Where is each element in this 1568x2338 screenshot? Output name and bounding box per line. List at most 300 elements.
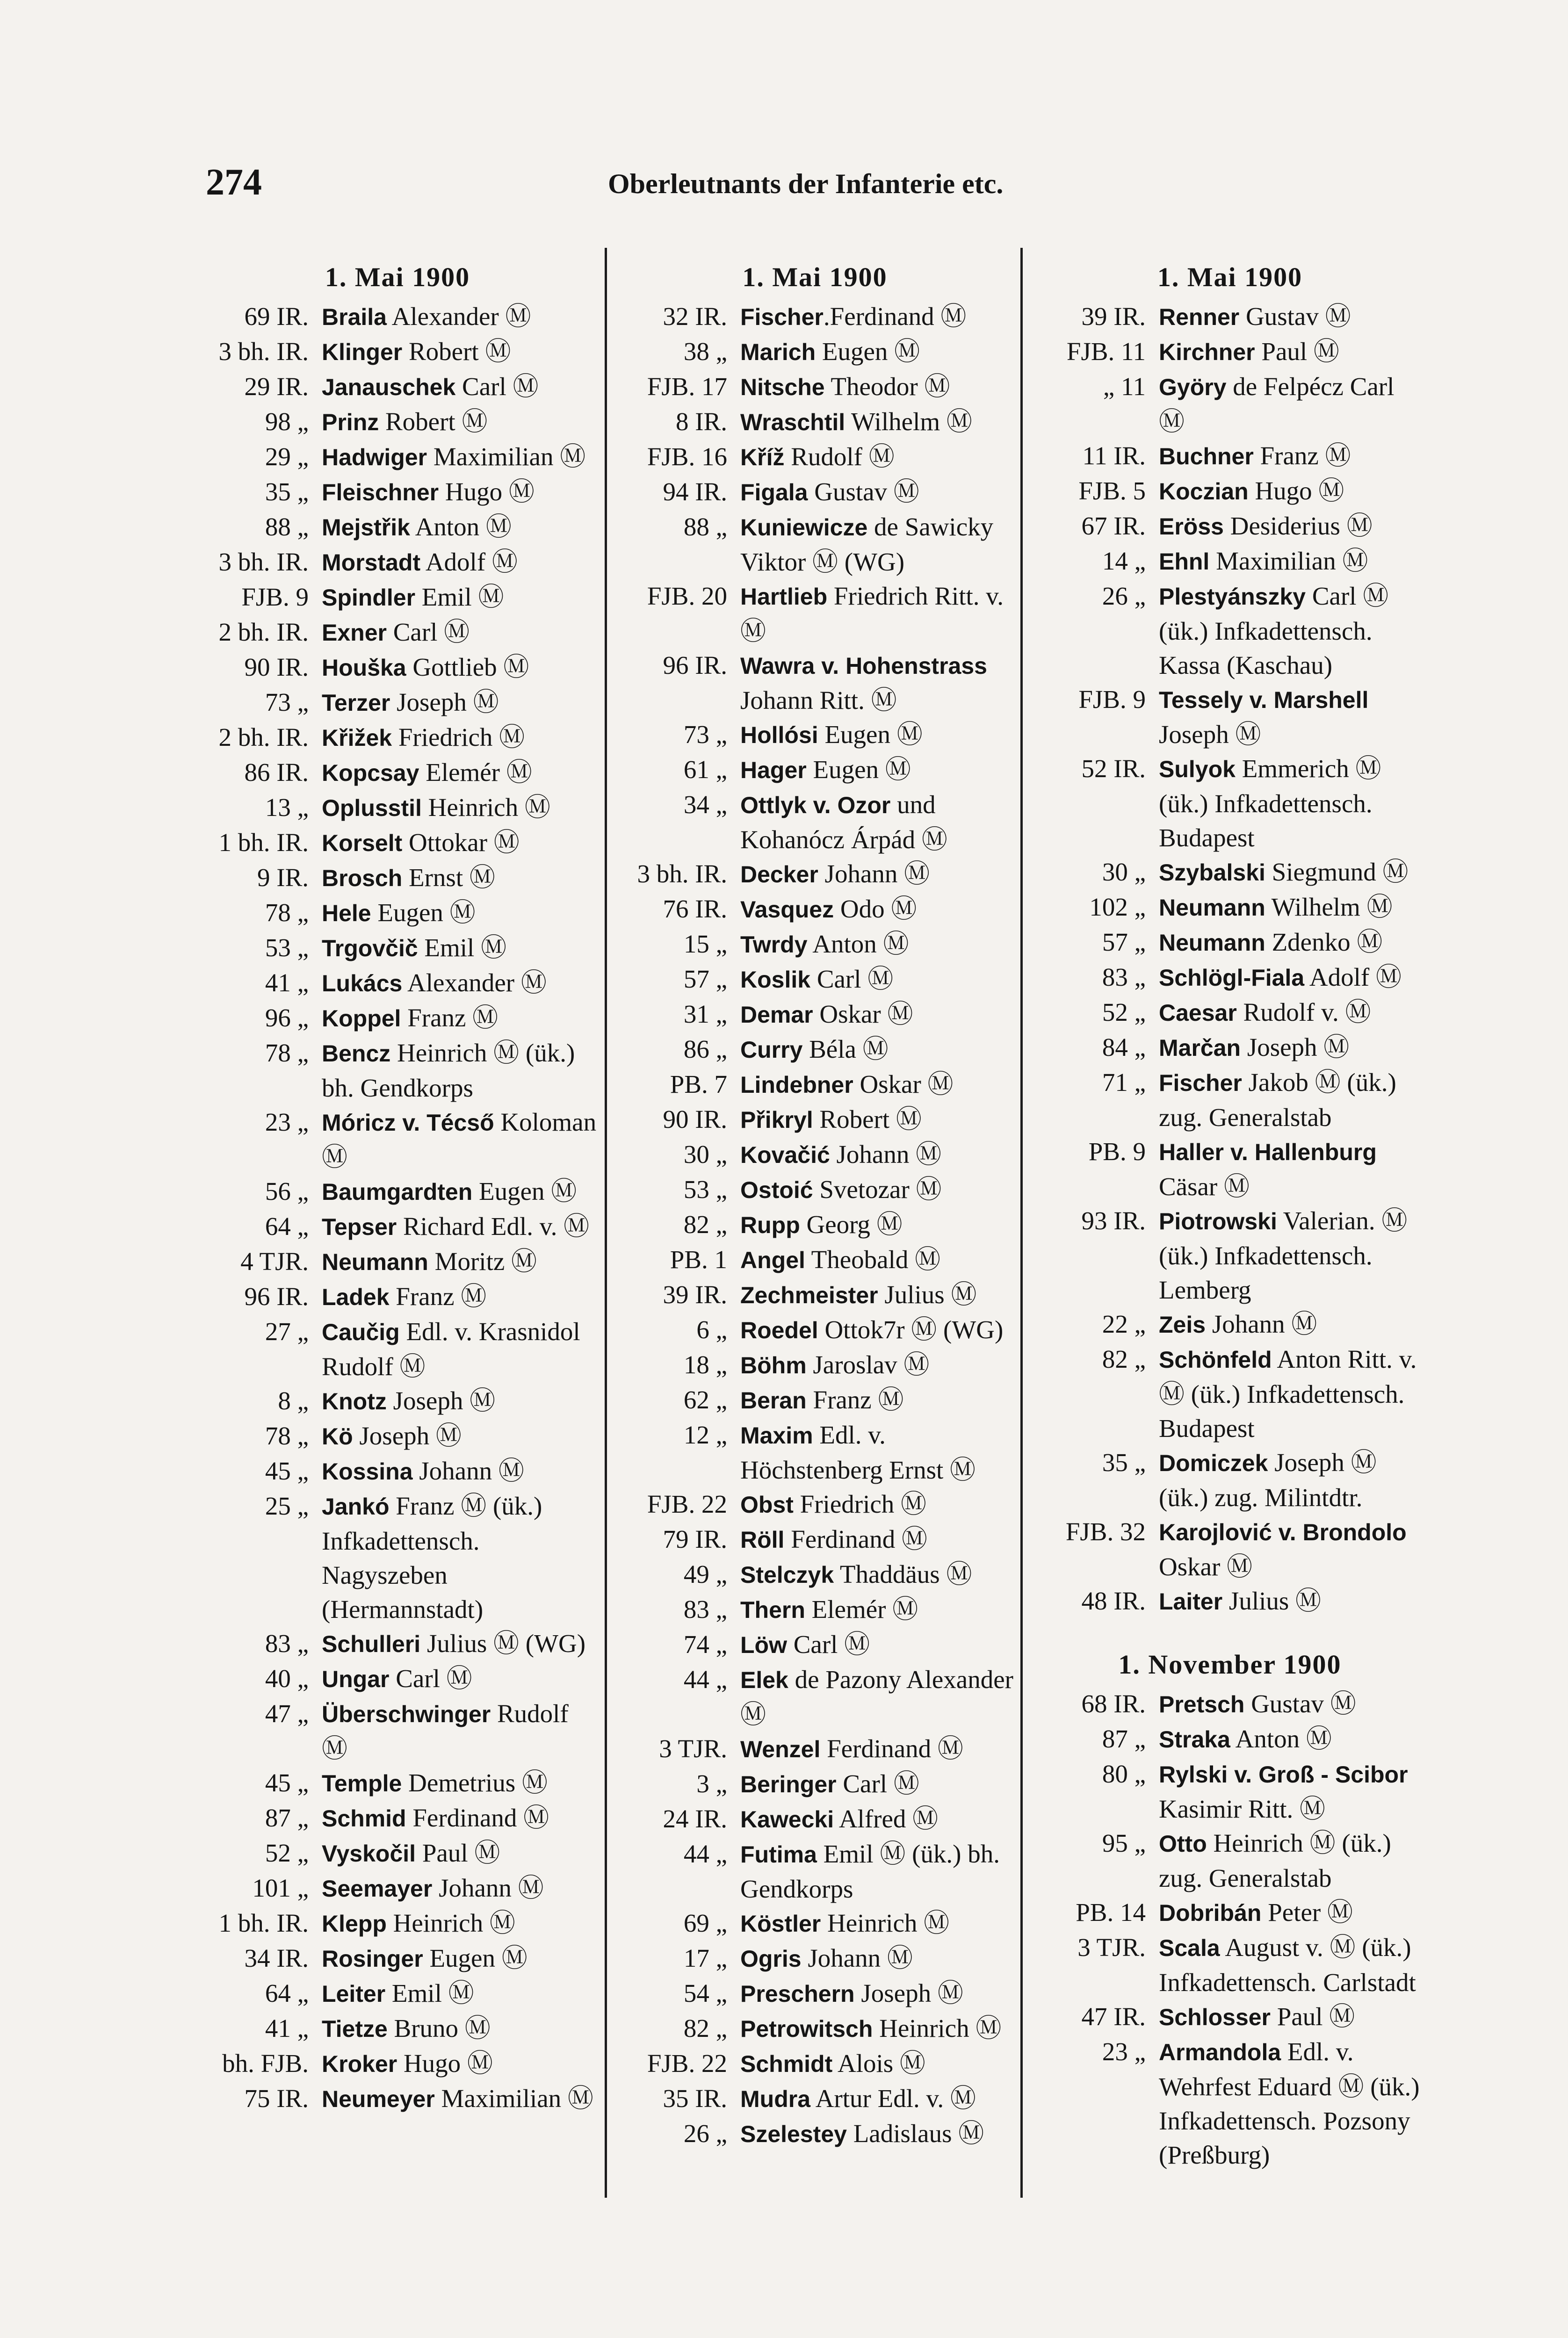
officer-details: Anton Ritt. v. Ⓜ (ük.) Infkadettensch. Budapest xyxy=(1159,1345,1417,1443)
unit-designation: FJB. 11 xyxy=(1066,337,1146,366)
unit-designation: 44 „ xyxy=(683,1665,727,1694)
officer-surname: Knotz xyxy=(322,1388,387,1414)
officer-surname: Rupp xyxy=(740,1212,800,1238)
officer-entry xyxy=(196,1976,599,2011)
unit-designation: 71 „ xyxy=(1102,1068,1146,1097)
officer-surname: Angel xyxy=(740,1247,805,1273)
unit-designation: 31 „ xyxy=(683,1000,727,1028)
officer-details: Franz Ⓜ xyxy=(389,1282,487,1311)
officer-surname: Tessely v. Marshell xyxy=(1159,687,1369,713)
unit-designation: 30 „ xyxy=(1102,858,1146,886)
officer-text xyxy=(740,1383,1015,1418)
officer-surname: Roedel xyxy=(740,1317,818,1343)
unit-designation: FJB. 22 xyxy=(647,1490,727,1518)
officer-text xyxy=(1159,1065,1426,1134)
page-header xyxy=(206,161,1239,213)
officer-details: Joseph Ⓜ xyxy=(1159,720,1261,749)
officer-surname: Buchner xyxy=(1159,443,1254,469)
unit-designation: 34 IR. xyxy=(244,1944,309,1972)
officer-entry xyxy=(615,1348,1015,1383)
officer-text xyxy=(740,892,1015,927)
unit-designation: 74 „ xyxy=(683,1630,727,1659)
officer-surname: Röll xyxy=(740,1527,785,1553)
unit-designation: 47 IR. xyxy=(1081,2002,1146,2031)
officer-entry xyxy=(615,1313,1015,1348)
officer-surname: Elek xyxy=(740,1667,788,1693)
unit-designation: 57 „ xyxy=(1102,928,1146,956)
unit-designation: 44 „ xyxy=(683,1840,727,1868)
unit-designation: 68 IR. xyxy=(1081,1689,1146,1718)
unit-designation: 83 „ xyxy=(1102,963,1146,991)
officer-entry xyxy=(196,1696,599,1766)
officer-details: Theodor Ⓜ xyxy=(824,372,950,401)
officer-surname: Jankó xyxy=(322,1494,390,1520)
unit-designation: 96 IR. xyxy=(663,651,727,679)
officer-entry xyxy=(615,510,1015,579)
officer-surname: Neumann xyxy=(1159,895,1265,921)
officer-entry xyxy=(1033,1445,1426,1515)
running-title: Oberleutnants der Infanterie etc. xyxy=(608,168,1004,199)
unit-designation: 69 IR. xyxy=(244,302,309,331)
officer-surname: Köstler xyxy=(740,1911,821,1937)
officer-entry xyxy=(615,1207,1015,1242)
unit-designation: 14 „ xyxy=(1102,547,1146,575)
officer-entry xyxy=(196,2081,599,2116)
unit-designation: 4 TJR. xyxy=(240,1247,309,1276)
officer-text xyxy=(740,1906,1015,1941)
officer-text xyxy=(322,1209,599,1244)
officer-entry xyxy=(196,1454,599,1489)
officer-entry xyxy=(615,1102,1015,1137)
officer-details: Edl. v. Krasnidol Rudolf Ⓜ xyxy=(322,1317,580,1381)
officer-entry xyxy=(196,966,599,1001)
officer-details: Carl Ⓜ xyxy=(787,1630,870,1659)
officer-entry xyxy=(196,1871,599,1906)
officer-entry xyxy=(615,1976,1015,2011)
officer-text xyxy=(1159,1930,1426,1999)
officer-details: Bruno Ⓜ xyxy=(387,2014,491,2042)
officer-details: Valerian. Ⓜ (ük.) Infkadettensch. Lemberg xyxy=(1159,1206,1408,1304)
officer-text xyxy=(322,966,599,1001)
officer-text xyxy=(322,1766,599,1801)
column-1 xyxy=(196,255,599,2116)
officer-entry xyxy=(196,1906,599,1941)
officer-text xyxy=(322,755,599,790)
officer-surname: Curry xyxy=(740,1037,803,1063)
officer-entry xyxy=(615,440,1015,475)
officer-text xyxy=(740,1172,1015,1207)
officer-entry xyxy=(615,1172,1015,1207)
officer-details: Eugen Ⓜ xyxy=(371,898,476,927)
officer-entry xyxy=(1033,1307,1426,1342)
officer-details: Ernst Ⓜ xyxy=(402,863,495,892)
officer-surname: Szybalski xyxy=(1159,859,1265,886)
officer-surname: Móricz v. Técső xyxy=(322,1110,494,1136)
officer-surname: Laiter xyxy=(1159,1588,1223,1615)
officer-details: Julius Ⓜ (WG) xyxy=(420,1629,586,1658)
officer-details: Paul Ⓜ xyxy=(1271,2002,1355,2031)
date-heading: 1. Mai 1900 xyxy=(325,262,470,292)
unit-designation: PB. 1 xyxy=(670,1245,727,1274)
unit-designation: 30 „ xyxy=(683,1140,727,1169)
officer-entry xyxy=(196,580,599,615)
unit-designation: FJB. 32 xyxy=(1065,1517,1146,1546)
officer-text xyxy=(740,1941,1015,1976)
unit-designation: 12 „ xyxy=(683,1421,727,1449)
officer-text xyxy=(322,895,599,931)
officer-entry xyxy=(1033,579,1426,682)
officer-text xyxy=(1159,855,1426,890)
unit-designation: 3 TJR. xyxy=(1077,1933,1146,1962)
officer-text xyxy=(740,369,1015,404)
officer-text xyxy=(740,857,1015,892)
officer-details: Franz Ⓜ (ük.) Infkadettensch. Nagyszeben (Hermannstadt) xyxy=(322,1492,542,1624)
unit-designation: 34 „ xyxy=(683,790,727,819)
officer-details: Ferdinand Ⓜ xyxy=(406,1804,549,1832)
officer-text xyxy=(322,580,599,615)
officer-text xyxy=(322,2011,599,2046)
officer-surname: Braila xyxy=(322,304,387,330)
officer-entry xyxy=(1033,751,1426,855)
officer-details: Franz Ⓜ xyxy=(806,1385,904,1414)
officer-surname: Vyskočil xyxy=(322,1840,416,1867)
officer-text xyxy=(322,1036,599,1105)
officer-details: Joseph Ⓜ xyxy=(854,1979,963,2007)
unit-designation: 8 IR. xyxy=(676,407,727,436)
officer-surname: Scala xyxy=(1159,1935,1220,1961)
officer-entry xyxy=(615,1767,1015,1802)
officer-entry xyxy=(196,334,599,369)
officer-surname: Houška xyxy=(322,655,406,681)
officer-text xyxy=(740,1592,1015,1627)
officer-entry xyxy=(615,1383,1015,1418)
officer-text xyxy=(740,1767,1015,1802)
officer-surname: Rylski v. Groß - Scibor xyxy=(1159,1761,1408,1788)
officer-entry xyxy=(196,475,599,510)
officer-details: Rudolf v. Ⓜ xyxy=(1236,998,1371,1026)
officer-surname: Petrowitsch xyxy=(740,2016,873,2042)
officer-surname: Korselt xyxy=(322,830,403,856)
officer-entry xyxy=(196,369,599,404)
officer-details: Moritz Ⓜ xyxy=(428,1247,537,1276)
officer-text xyxy=(322,1314,599,1384)
officer-entry xyxy=(196,931,599,966)
officer-text xyxy=(1159,1687,1426,1722)
officer-entry xyxy=(1033,369,1426,439)
officer-text xyxy=(1159,299,1426,334)
officer-entry xyxy=(196,1661,599,1696)
officer-details: Desiderius Ⓜ xyxy=(1223,512,1373,540)
officer-entry xyxy=(615,997,1015,1032)
officer-surname: Straka xyxy=(1159,1726,1230,1753)
unit-designation: 57 „ xyxy=(683,965,727,993)
officer-entry xyxy=(1033,1030,1426,1065)
officer-text xyxy=(740,579,1015,648)
officer-text xyxy=(740,1032,1015,1067)
officer-surname: Marich xyxy=(740,339,816,365)
officer-text xyxy=(322,790,599,825)
officer-surname: Bencz xyxy=(322,1040,391,1067)
officer-surname: Fischer xyxy=(1159,1070,1242,1096)
unit-designation: 101 „ xyxy=(252,1874,309,1902)
officer-text xyxy=(740,1137,1015,1172)
officer-entry xyxy=(1033,1895,1426,1930)
officer-text xyxy=(1159,509,1426,544)
officer-surname: Piotrowski xyxy=(1159,1208,1277,1234)
officer-entry xyxy=(196,440,599,475)
officer-details: Johann Ⓜ xyxy=(1206,1310,1317,1338)
officer-details: Maximilian Ⓜ xyxy=(1209,547,1368,575)
officer-entry xyxy=(1033,960,1426,995)
unit-designation: bh. FJB. xyxy=(222,2049,309,2078)
unit-designation: 87 „ xyxy=(1102,1725,1146,1753)
officer-text xyxy=(1159,995,1426,1030)
officer-details: Oskar Ⓜ xyxy=(1159,1552,1253,1581)
officer-details: Adolf Ⓜ xyxy=(1304,963,1402,991)
officer-details: Rudolf Ⓜ xyxy=(784,442,895,471)
page-number: 274 xyxy=(206,162,262,203)
unit-designation: 40 „ xyxy=(265,1664,309,1693)
unit-designation: 90 IR. xyxy=(244,653,309,681)
officer-details: Wilhelm Ⓜ xyxy=(845,407,972,436)
officer-entry xyxy=(196,1001,599,1036)
officer-text xyxy=(740,1976,1015,2011)
officer-details: Carl Ⓜ xyxy=(836,1769,919,1798)
officer-surname: Ogris xyxy=(740,1946,802,1972)
officer-details: Zdenko Ⓜ xyxy=(1265,928,1383,956)
officer-text xyxy=(740,404,1015,440)
officer-surname: Oplusstil xyxy=(322,795,422,821)
officer-details: Thaddäus Ⓜ xyxy=(834,1560,972,1588)
officer-details: Elemér Ⓜ xyxy=(419,758,532,787)
officer-details: Georg Ⓜ xyxy=(800,1210,903,1239)
unit-designation: 2 bh. IR. xyxy=(218,723,309,751)
officer-entry xyxy=(615,1137,1015,1172)
officer-text xyxy=(740,1557,1015,1592)
unit-designation: 78 „ xyxy=(265,898,309,927)
unit-designation: 22 „ xyxy=(1102,1310,1146,1338)
officer-details: Joseph Ⓜ xyxy=(386,1386,496,1415)
unit-designation: 27 „ xyxy=(265,1317,309,1346)
unit-designation: 80 „ xyxy=(1102,1760,1146,1788)
officer-entry xyxy=(615,1522,1015,1557)
officer-entry xyxy=(196,1766,599,1801)
officer-surname: Morstadt xyxy=(322,549,421,576)
unit-designation: 1 bh. IR. xyxy=(218,1909,309,1937)
officer-details: de Felpécz Carl Ⓜ xyxy=(1159,372,1395,436)
officer-surname: Hele xyxy=(322,900,371,926)
officer-surname: Ottlyk v. Ozor xyxy=(740,792,891,818)
officer-surname: Überschwinger xyxy=(322,1701,491,1727)
officer-surname: Tietze xyxy=(322,2016,388,2042)
officer-text xyxy=(740,2116,1015,2151)
unit-designation: 73 „ xyxy=(683,720,727,749)
unit-designation: FJB. 22 xyxy=(647,2049,727,2078)
date-heading: 1. Mai 1900 xyxy=(742,262,888,292)
officer-text xyxy=(1159,1584,1426,1619)
officer-text xyxy=(1159,1757,1426,1826)
officer-surname: Klepp xyxy=(322,1911,387,1937)
officer-text xyxy=(740,1522,1015,1557)
officer-entry xyxy=(196,1244,599,1279)
unit-designation: 39 IR. xyxy=(663,1280,727,1309)
officer-text xyxy=(322,825,599,860)
officer-text xyxy=(1159,1342,1426,1445)
unit-designation: 49 „ xyxy=(683,1560,727,1588)
unit-designation: 86 „ xyxy=(683,1035,727,1063)
unit-designation: 48 IR. xyxy=(1081,1587,1146,1615)
officer-text xyxy=(322,860,599,895)
officer-surname: Decker xyxy=(740,861,818,888)
officer-text xyxy=(1159,1722,1426,1757)
officer-entry xyxy=(615,1802,1015,1837)
officer-entry xyxy=(615,1662,1015,1732)
unit-designation: 47 „ xyxy=(265,1699,309,1728)
officer-surname: Mejstřik xyxy=(322,514,410,541)
unit-designation: 15 „ xyxy=(683,930,727,958)
officer-details: Carl Ⓜ xyxy=(810,965,894,993)
officer-text xyxy=(740,299,1015,334)
officer-surname: Renner xyxy=(1159,304,1240,330)
officer-surname: Tepser xyxy=(322,1214,397,1240)
officer-details: Artur Edl. v. Ⓜ xyxy=(810,2084,976,2113)
officer-text xyxy=(740,962,1015,997)
unit-designation: 73 „ xyxy=(265,688,309,716)
officer-surname: Brosch xyxy=(322,865,403,891)
officer-entry xyxy=(1033,925,1426,960)
unit-designation: 90 IR. xyxy=(663,1105,727,1133)
officer-surname: Futima xyxy=(740,1841,817,1868)
officer-details: Alexander Ⓜ xyxy=(386,302,531,331)
officer-surname: Koppel xyxy=(322,1005,401,1032)
officer-details: Johann Ⓜ xyxy=(801,1944,913,1972)
officer-text xyxy=(322,1696,599,1766)
officer-surname: Janauschek xyxy=(322,374,456,400)
officer-entry xyxy=(615,1557,1015,1592)
unit-designation: „ 11 xyxy=(1103,372,1146,401)
unit-designation: 32 IR. xyxy=(663,302,727,331)
unit-designation: 3 „ xyxy=(696,1769,727,1798)
officer-surname: Temple xyxy=(322,1770,402,1797)
unit-designation: 35 „ xyxy=(1102,1448,1146,1477)
unit-designation: 29 IR. xyxy=(244,372,309,401)
officer-text xyxy=(1159,1999,1426,2035)
unit-designation: 94 IR. xyxy=(663,477,727,506)
officer-text xyxy=(322,545,599,580)
officer-details: Joseph Ⓜ xyxy=(390,688,499,716)
officer-details: Maximilian Ⓜ xyxy=(434,2084,593,2113)
officer-entry xyxy=(1033,299,1426,334)
officer-surname: Wenzel xyxy=(740,1736,821,1762)
column-3 xyxy=(1033,255,1426,2172)
unit-designation: 96 IR. xyxy=(244,1282,309,1311)
unit-designation: PB. 9 xyxy=(1088,1137,1146,1166)
officer-details: Franz Ⓜ xyxy=(1253,441,1351,470)
officer-surname: Neumeyer xyxy=(322,2086,435,2112)
officer-text xyxy=(322,334,599,369)
officer-text xyxy=(740,717,1015,752)
officer-surname: Zeis xyxy=(1159,1312,1206,1338)
officer-entry xyxy=(1033,1722,1426,1757)
officer-entry xyxy=(1033,2035,1426,2172)
officer-details: Maximilian Ⓜ xyxy=(427,442,586,471)
unit-designation: 53 „ xyxy=(683,1175,727,1204)
unit-designation: 3 bh. IR. xyxy=(218,337,309,366)
officer-entry xyxy=(615,648,1015,717)
unit-designation: 83 „ xyxy=(265,1629,309,1658)
officer-details: Emmerich Ⓜ (ük.) Infkadettensch. Budapest xyxy=(1159,754,1381,852)
unit-designation: 84 „ xyxy=(1102,1033,1146,1061)
officer-details: Carl Ⓜ xyxy=(389,1664,472,1693)
officer-entry xyxy=(196,1105,599,1174)
officer-details: Odo Ⓜ xyxy=(834,895,917,923)
officer-details: Peter Ⓜ xyxy=(1261,1898,1353,1927)
officer-entry xyxy=(1033,1826,1426,1895)
officer-entry xyxy=(615,1837,1015,1906)
unit-designation: 54 „ xyxy=(683,1979,727,2007)
officer-surname: Prinz xyxy=(322,409,379,435)
officer-entry xyxy=(196,720,599,755)
officer-text xyxy=(1159,1826,1426,1895)
unit-designation: 88 „ xyxy=(683,512,727,541)
officer-surname: Twrdy xyxy=(740,931,808,958)
unit-designation: 18 „ xyxy=(683,1350,727,1379)
officer-surname: Hadwiger xyxy=(322,444,427,470)
officer-surname: Stelczyk xyxy=(740,1562,834,1588)
officer-surname: Dobribán xyxy=(1159,1900,1262,1926)
unit-designation: 96 „ xyxy=(265,1003,309,1032)
officer-text xyxy=(1159,2035,1426,2172)
officer-details: Eugen Ⓜ xyxy=(472,1177,577,1205)
officer-text xyxy=(740,752,1015,787)
officer-surname: Lindebner xyxy=(740,1072,853,1098)
officer-surname: Marčan xyxy=(1159,1035,1241,1061)
officer-text xyxy=(740,1348,1015,1383)
unit-designation: 95 „ xyxy=(1102,1829,1146,1857)
officer-entry xyxy=(615,787,1015,857)
unit-designation: 41 „ xyxy=(265,968,309,997)
officer-entry xyxy=(196,1036,599,1105)
officer-text xyxy=(1159,369,1426,439)
officer-entry xyxy=(615,579,1015,648)
officer-surname: Schmidt xyxy=(740,2051,833,2077)
officer-text xyxy=(322,510,599,545)
officer-details: Joseph Ⓜ xyxy=(1241,1033,1350,1061)
officer-details: Oskar Ⓜ xyxy=(853,1070,954,1098)
officer-details: Friedrich Ritt. v. Ⓜ xyxy=(740,582,1004,645)
officer-surname: Kopcsay xyxy=(322,760,419,786)
officer-surname: Demar xyxy=(740,1002,813,1028)
officer-text xyxy=(1159,474,1426,509)
officer-details: Paul Ⓜ xyxy=(416,1839,500,1867)
officer-details: Robert Ⓜ xyxy=(402,337,511,366)
unit-designation: 53 „ xyxy=(265,933,309,962)
officer-entry xyxy=(615,2046,1015,2081)
officer-text xyxy=(1159,1307,1426,1342)
unit-designation: 67 IR. xyxy=(1081,512,1146,540)
officer-details: Anton Ⓜ xyxy=(1230,1725,1332,1753)
officer-text xyxy=(322,1661,599,1696)
officer-surname: Baumgardten xyxy=(322,1179,473,1205)
officer-surname: Koczian xyxy=(1159,478,1249,505)
officer-details: Emil Ⓜ (ük.) bh. Gendkorps xyxy=(740,1840,1000,1903)
unit-designation: 87 „ xyxy=(265,1804,309,1832)
officer-surname: Hollósi xyxy=(740,722,818,748)
officer-details: Anton Ⓜ xyxy=(410,512,512,541)
officer-surname: Schulleri xyxy=(322,1631,421,1657)
officer-text xyxy=(740,997,1015,1032)
officer-entry xyxy=(615,857,1015,892)
